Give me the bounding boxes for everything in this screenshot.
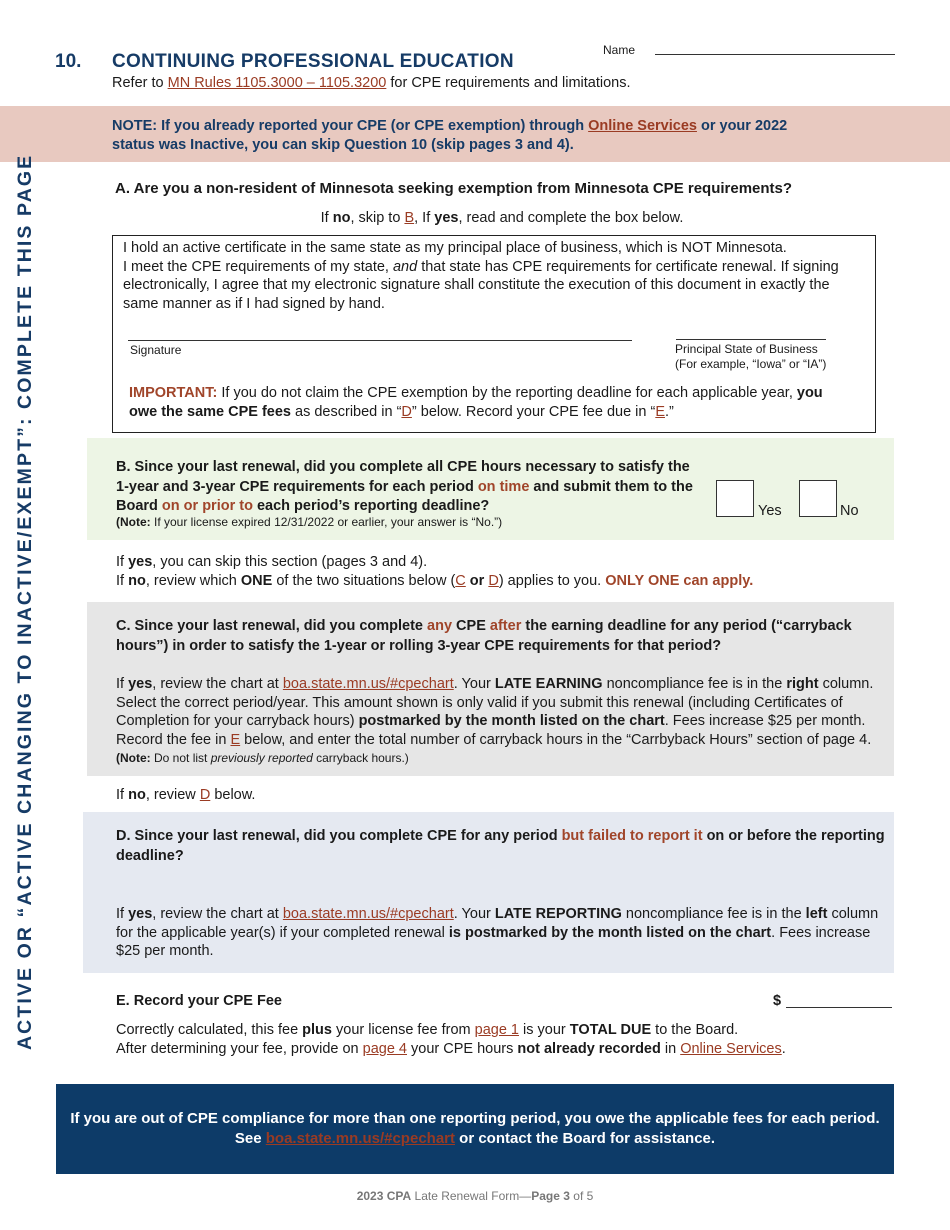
name-field[interactable] bbox=[655, 54, 895, 55]
side-banner: ACTIVE OR “ACTIVE CHANGING TO INACTIVE/EXEMPT”: COMPLETE THIS PAGE bbox=[14, 153, 36, 1050]
cpechart-link[interactable]: boa.state.mn.us/#cpechart bbox=[282, 906, 454, 922]
question-c-title: C. Since your last renewal, did you complete any CPE after the earning deadline for any period (“carryback hours”) in order to satisfy the 1-year or rolling 3-year CPE requirements for that period? bbox=[116, 618, 852, 654]
page-1-link[interactable]: page 1 bbox=[474, 1022, 519, 1038]
question-d-title: D. Since your last renewal, did you complete CPE for any period but failed to report it on or before the reporting deadline? bbox=[116, 828, 885, 864]
yes-checkbox[interactable] bbox=[716, 480, 754, 517]
signature-label: Signature bbox=[130, 343, 182, 357]
link-c[interactable]: C bbox=[455, 573, 466, 589]
important-note: IMPORTANT: If you do not claim the CPE exemption by the reporting deadline for each applicable year, you owe the same CPE fees as described in “D” below. Record your CPE fee due in “E.” bbox=[129, 385, 823, 420]
link-d[interactable]: D bbox=[488, 573, 499, 589]
mn-rules-link[interactable]: MN Rules 1105.3000 – 1105.3200 bbox=[167, 75, 387, 91]
name-label: Name bbox=[603, 43, 636, 57]
section-number: 10. bbox=[55, 51, 82, 72]
question-d-body: If yes, review the chart at boa.state.mn.us/#cpechart. Your LATE REPORTING noncompliance fee is in the left column for the applicable year(s) if your completed renewal is postmarked by the month listed on the chart. Fees increase $25 per month. bbox=[116, 906, 879, 959]
page-4-link[interactable]: page 4 bbox=[362, 1041, 407, 1057]
footer-banner-text: If you are out of CPE compliance for more than one reporting period, you owe the applicable fees for each period. See boa.state.mn.us/#cpechart or contact the Board for assistance. bbox=[70, 1110, 880, 1147]
page-footer: 2023 CPA Late Renewal Form—Page 3 of 5 bbox=[356, 1189, 594, 1203]
question-a-title: A. Are you a non-resident of Minnesota seeking exemption from Minnesota CPE requirements? bbox=[115, 180, 793, 197]
question-c-body: If yes, review the chart at boa.state.mn.us/#cpechart. Your LATE EARNING noncompliance fee is in the right column. Select the correct period/year. This amount shown is only valid if you submit this renewal (including Certificates of Completion for your carryback hours) postmarked by the month listed on the chart. Fees increase $25 per month. Record the fee in E below, and enter the total number of carryback hours in the “Carrbyback Hours” section of page 4. (Note: Do not list previously reported carryback hours.) bbox=[116, 676, 874, 765]
cpechart-link[interactable]: boa.state.mn.us/#cpechart bbox=[282, 676, 454, 692]
yes-label: Yes bbox=[758, 503, 782, 519]
exemption-statement: I hold an active certificate in the same state as my principal place of business, which is NOT Minnesota. I meet the CPE requirements of my state, and that state has CPE requirements for certificate renewal. If signing electronically, I agree that my electronic signature shall constitute the execution of this document in exactly the same manner as if I had signed by hand. bbox=[123, 240, 839, 312]
principal-state-field[interactable] bbox=[676, 339, 826, 340]
link-e[interactable]: E bbox=[655, 403, 665, 420]
refer-text: Refer to MN Rules 1105.3000 – 1105.3200 for CPE requirements and limitations. bbox=[112, 75, 631, 91]
link-b[interactable]: B bbox=[404, 210, 415, 226]
cpechart-link[interactable]: boa.state.mn.us/#cpechart bbox=[265, 1130, 455, 1147]
principal-state-label: Principal State of Business (For example, “Iowa” or “IA”) bbox=[675, 342, 827, 371]
link-d[interactable]: D bbox=[199, 787, 211, 803]
no-checkbox[interactable] bbox=[799, 480, 837, 517]
section-title: CONTINUING PROFESSIONAL EDUCATION bbox=[112, 51, 514, 72]
link-e[interactable]: E bbox=[230, 731, 241, 748]
question-a-skip: If no, skip to B, If yes, read and complete the box below. bbox=[320, 210, 684, 226]
signature-field[interactable] bbox=[128, 340, 632, 341]
question-e-title: E. Record your CPE Fee bbox=[116, 993, 282, 1009]
online-services-link[interactable]: Online Services bbox=[588, 118, 697, 134]
question-e-body: Correctly calculated, this fee plus your license fee from page 1 is your TOTAL DUE to the Board. After determining your fee, provide on page 4 your CPE hours not already recorded in Online Services. bbox=[116, 1022, 786, 1057]
if-no-text: If no, review D below. bbox=[116, 787, 256, 803]
no-label: No bbox=[840, 503, 859, 519]
note-text: NOTE: If you already reported your CPE (or CPE exemption) through Online Services or your 2022 status was Inactive, you can skip Question 10 (skip pages 3 and 4). bbox=[112, 118, 788, 153]
question-b-note: (Note: If your license expired 12/31/2022 or earlier, your answer is “No.”) bbox=[116, 515, 503, 529]
cpe-fee-field[interactable] bbox=[786, 1007, 892, 1008]
link-d[interactable]: D bbox=[401, 403, 412, 420]
online-services-link[interactable]: Online Services bbox=[680, 1041, 782, 1057]
question-b-title: B. Since your last renewal, did you complete all CPE hours necessary to satisfy the 1-year and 3-year CPE requirements for each period on time and submit them to the Board on or prior to each period’s reporting deadline? bbox=[116, 459, 693, 514]
after-b-instructions: If yes, you can skip this section (pages 3 and 4). If no, review which ONE of the two situations below (C or D) applies to you. ONLY ONE can apply. bbox=[116, 554, 754, 589]
dollar-sign: $ bbox=[773, 993, 782, 1009]
